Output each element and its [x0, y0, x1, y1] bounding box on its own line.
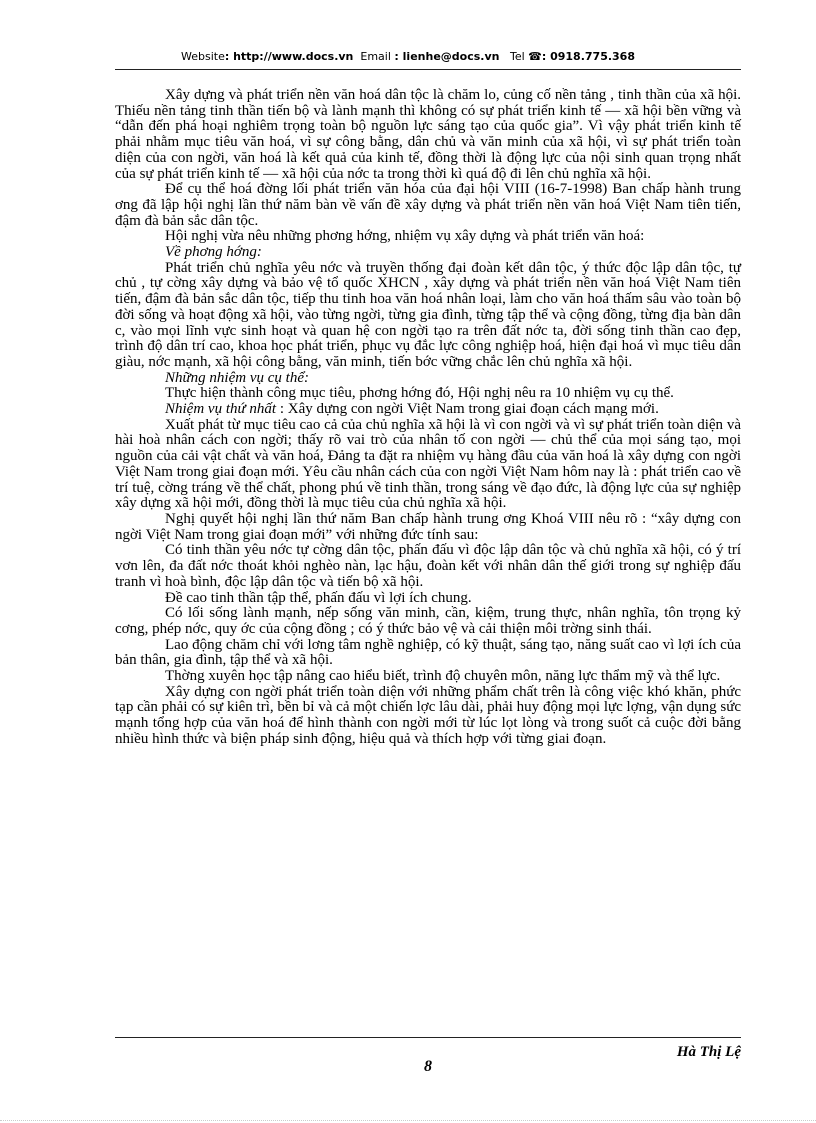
website-value[interactable]: : http://www.docs.vn — [224, 50, 354, 63]
paragraph: Thờng xuyên học tập nâng cao hiểu biết, trình độ chuyên môn, năng lực thẩm mỹ và thể lực. — [165, 668, 721, 685]
tel-value: ☎: 0918.775.368 — [528, 50, 635, 63]
email-value[interactable]: : lienhe@docs.vn — [394, 50, 500, 63]
paragraph: Có tinh thần yêu nớc tự cờng dân tộc, phấn đấu vì độc lập dân tộc và chủ nghĩa xã hội, có ý trí vơn lên, đa đất nớc thoát khỏi nghèo nàn, lạc hậu, đoàn kết với nhân dân thế giới trong sự nghiệp đấu tranh vì hoà bình, độc lập dân tộc và tiến bộ xã hội. — [115, 542, 741, 590]
paragraph: Hội nghị vừa nêu những phơng hớng, nhiệm vụ xây dựng và phát triển văn hoá: — [165, 228, 645, 245]
paragraph: Có lối sống lành mạnh, nếp sống văn minh, cần, kiệm, trung thực, nhân nghĩa, tôn trọng kỷ cơng, phép nớc, quy ớc của cộng đồng ; có ý thức bảo vệ và cải thiện môi trờng sinh thái. — [115, 605, 741, 637]
website-label: Website — [181, 50, 225, 63]
header-divider — [115, 69, 741, 70]
paragraph: Thực hiện thành công mục tiêu, phơng hớng đó, Hội nghị nêu ra 10 nhiệm vụ cụ thể. — [165, 385, 674, 402]
section-heading-tasks: Những nhiệm vụ cụ thể: — [165, 369, 309, 386]
document-body — [115, 88, 741, 748]
task-1-label: Nhiệm vụ thứ nhất — [165, 401, 277, 418]
section-heading-direction: Về phơng hớng: — [165, 244, 262, 261]
bottom-dotted-border — [0, 1120, 816, 1121]
page-header — [0, 50, 816, 63]
page-number: 8 — [424, 1058, 432, 1075]
email-label: Email — [360, 50, 391, 63]
paragraph: Phát triển chủ nghĩa yêu nớc và truyền thống đại đoàn kết dân tộc, ý thức độc lập dân tộc, tự chủ , tự cờng xây dựng và bảo vệ tổ quốc XHCN , xây dựng và phát triển nền văn hoá Việt Nam tiên tiến, đậm đà bản sắc dân tộc, tiếp thu tinh hoa văn hoá nhân loại, làm cho văn hoá thấm sâu vào toàn bộ đời sống và hoạt động xã hội, vào từng ngời, từng gia đình, từng tập thể và cộng đồng, từng địa bàn dân c, vào mọi lĩnh vực sinh hoạt và quan hệ con ngời tạo ra trên đất nớc ta, đời sống tinh thần cao đẹp, trình độ dân trí cao, khoa học phát triển, phục vụ đắc lực công nghiệp hoá, hiện đại hoá vì mục tiêu dân giàu, nớc mạnh, xã hội công bằng, văn minh, tiến bớc vững chắc lên chủ nghĩa xã hội. — [115, 259, 741, 370]
paragraph: Lao động chăm chỉ với lơng tâm nghề nghiệp, có kỹ thuật, sáng tạo, năng suất cao vì lợi ích của bản thân, gia đình, tập thể và xã hội. — [115, 636, 741, 669]
paragraph: Xây dựng con ngời phát triển toàn diện với những phẩm chất trên là công việc khó khăn, phức tạp cần phải có sự kiên trì, bền bỉ và cả một chiến lợc lâu dài, phải huy động mọi lực lợng, vận dụng sức mạnh tổng hợp của văn hoá để hình thành con ngời mới từ lúc lọt lòng và trong suốt cả cuộc đời bằng nhiều hình thức và biện pháp sinh động, hiệu quả và thích hợp với từng giai đoạn. — [115, 683, 741, 747]
tel-label: Tel — [509, 50, 525, 63]
paragraph: Xây dựng và phát triển nền văn hoá dân tộc là chăm lo, củng cố nền tảng , tinh thần của xã hội. Thiếu nền tảng tinh thần tiến bộ và lành mạnh thì không có sự phát triển kinh tế — xã hội bền vững và “dẫn đến phá hoại nghiêm trọng toàn bộ nguồn lực sáng tạo của quốc gia”. Vì vậy phát triển kinh tế phải nhằm mục tiêu văn hoá, vì sự công bằng, dân chủ và văn minh của xã hội, vì sự phát triển toàn diện của con ngời, văn hoá là kết quả của kinh tế, đồng thời là động lực của nội sinh quan trọng nhất của sự phát triển kinh tế — xã hội của nớc ta trong thời kì quá độ đi lên chủ nghĩa xã hội. — [115, 87, 741, 182]
author-name: Hà Thị Lệ — [676, 1044, 741, 1060]
paragraph: Xuất phát từ mục tiêu cao cả của chủ nghĩa xã hội là vì con ngời và vì sự phát triển toàn diện và hài hoà nhân cách con ngời; thấy rõ vai trò của nhân tố con ngời — chủ thể của mọi sáng tạo, mọi nguồn của cải vật chất và văn hoá, Đảng ta đặt ra nhiệm vụ hàng đầu của văn hoá là xây dựng con ngời Việt Nam trong giai đoạn mới. Yêu cầu nhân cách của con ngời Việt Nam hôm nay là : phát triển cao về trí tuệ, cờng tráng về thể chất, phong phú về tinh thần, trong sáng về đạo đức, là động lực của sự nghiệp xây dựng xã hội mới, đồng thời là mục tiêu của chủ nghĩa xã hội. — [115, 416, 741, 512]
footer-divider — [115, 1037, 741, 1038]
paragraph: Đề cao tinh thần tập thể, phấn đấu vì lợi ích chung. — [165, 589, 472, 606]
paragraph: Nghị quyết hội nghị lần thứ năm Ban chấp hành trung ơng Khoá VIII nêu rõ : “xây dựng con ngời Việt Nam trong giai đoạn mới” với những đức tính sau: — [115, 510, 741, 543]
task-1-paragraph — [115, 402, 741, 418]
task-1-text: : Xây dựng con ngời Việt Nam trong giai đoạn cách mạng mới. — [276, 401, 659, 418]
paragraph: Để cụ thể hoá đờng lối phát triển văn hóa của đại hội VIII (16-7-1998) Ban chấp hành trung ơng đã lập hội nghị lần thứ năm bàn về vấn đề xây dựng và phát triển nền văn hoá Việt Nam tiên tiến, đậm đà bản sắc dân tộc. — [115, 181, 741, 229]
